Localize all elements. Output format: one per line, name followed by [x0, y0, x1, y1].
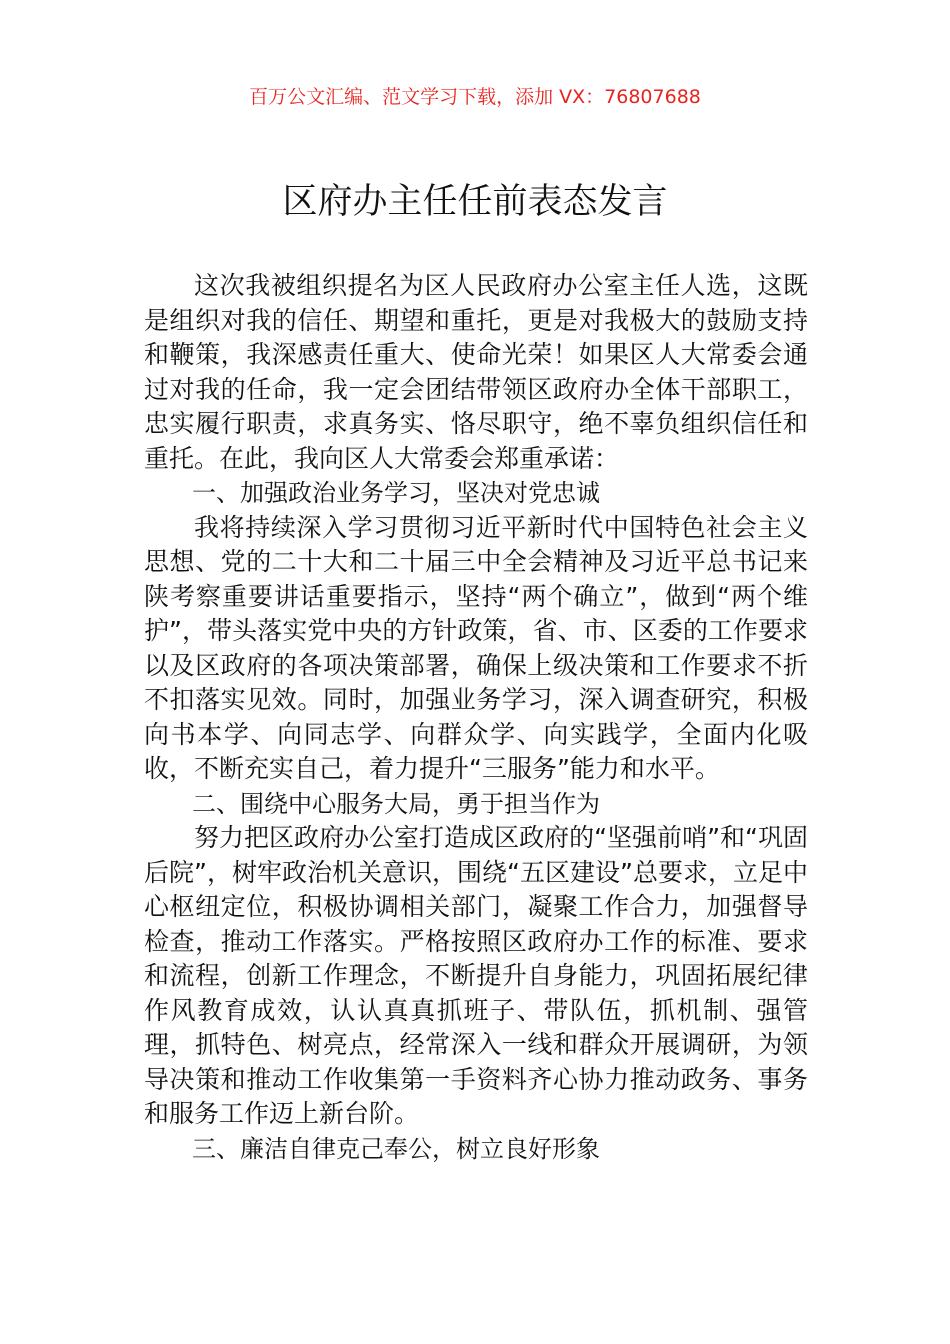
header-note: 百万公文汇编、范文学习下载，添加 VX：76807688: [249, 86, 701, 108]
document-title: 区府办主任任前表态发言: [282, 182, 668, 222]
document-body: [144, 269, 808, 1166]
section-heading-1: 一、加强政治业务学习，坚决对党忠诚: [192, 479, 600, 507]
section-heading-3: 三、廉洁自律克己奉公，树立良好形象: [192, 1134, 600, 1163]
section-heading-2: 二、围绕中心服务大局，勇于担当作为: [192, 789, 600, 818]
section-paragraph-2: 努力把区政府办公室打造成区政府的“坚强前哨”和“巩固后院”，树牢政治机关意识，围绕“五区建设”总要求，立足中心枢纽定位，积极协调相关部门，凝聚工作合力，加强督导检查，推动工作落实。严格按照区政府办工作的标准、要求和流程，创新工作理念，不断提升自身能力，巩固拓展纪律作风教育成效，认认真真抓班子、带队伍，抓机制、强管理，抓特色、树亮点，经常深入一线和群众开展调研，为领导决策和推动工作收集第一手资料齐心协力推动政务、事务和服务工作迈上新台阶。: [144, 823, 808, 1128]
section-paragraph-1: 我将持续深入学习贯彻习近平新时代中国特色社会主义思想、党的二十大和二十届三中全会精神及习近平总书记来陕考察重要讲话重要指示，坚持“两个确立”，做到“两个维护”，带头落实党中央的方针政策，省、市、区委的工作要求以及区政府的各项决策部署，确保上级决策和工作要求不折不扣落实见效。同时，加强业务学习，深入调查研究，积极向书本学、向同志学、向群众学、向实践学，全面内化吸收，不断充实自己，着力提升“三服务”能力和水平。: [144, 512, 808, 783]
intro-paragraph: 这次我被组织提名为区人民政府办公室主任人选，这既是组织对我的信任、期望和重托，更是对我极大的鼓励支持和鞭策，我深感责任重大、使命光荣！如果区人大常委会通过对我的任命，我一定会团结带领区政府办全体干部职工，忠实履行职责，求真务实、恪尽职守，绝不辜负组织信任和重托。在此，我向区人大常委会郑重承诺：: [144, 271, 808, 473]
